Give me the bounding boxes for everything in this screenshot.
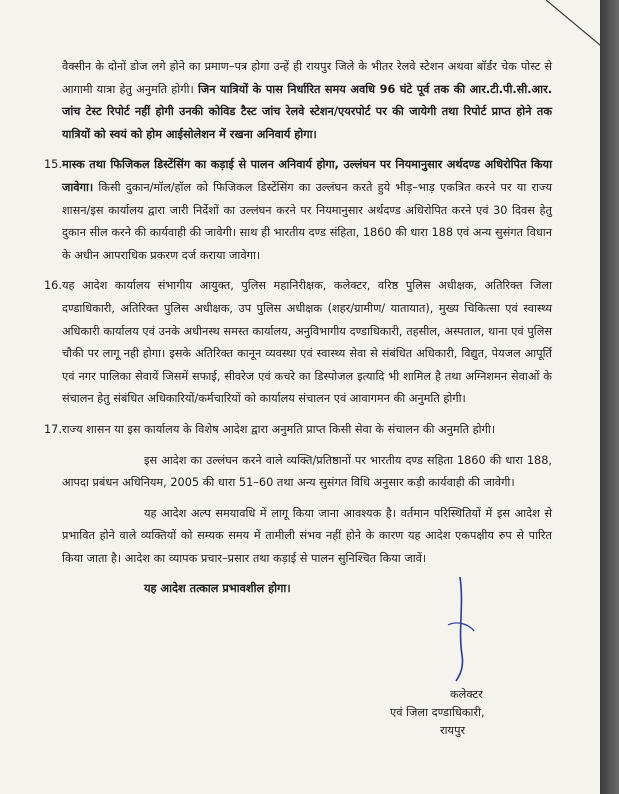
clause-number: 15. [44,158,62,172]
pen-mark [430,575,500,685]
signature-designation: कलेक्टर [450,688,483,701]
intro-text: वैक्सीन के दोनों डोज लगे होने का प्रमाण–पत्र होगा उन्हें ही रायपुर जिले के भीतर रेलवे स्टेशन अथवा बॉर्डर चेक पोस्ट से आगामी यात्रा हेतु अनुमति होगी। [62,60,552,96]
scan-edge [600,0,619,794]
document-body [44,56,552,601]
effective-paragraph: यह आदेश तत्काल प्रभावशील होगा। [144,582,291,596]
signature-block [390,686,570,740]
signature-location: रायपुर [440,724,466,737]
clause-15-text: किसी दुकान/मॉल/हॉल को फिजिकल डिस्टेंसिंग का उल्लंघन करते हुये भीड़–भाड़ एकत्रित करने पर या राज्य शासन/इस कार्यालय द्वारा जारी निर्देशों का उल्लंघन करने पर नियमानुसार अर्थदण्ड अधिरोपित करने एवं 30 दिवस हेतु दुकान सील करने की कार्यवाही की जावेगी। साथ ही भारतीय दण्ड संहिता, 1860 की धारा 188 एवं अन्य सुसंगत विधान के अधीन आपराधिक प्रकरण दर्ज कराया जावेगा। [62,180,552,262]
short-duration-paragraph: यह आदेश अल्प समयावधि में लागू किया जाना आवश्यक है। वर्तमान परिस्थितियों में इस आदेश से प्रभावित होने वाले व्यक्तियों को सम्यक समय में तामीली संभव नहीं होने के कारण यह आदेश एकपक्षीय रुप से पारित किया जाता है। आदेश का व्यापक प्रचार–प्रसार तथा कड़ाई से पालन सुनिश्चित किया जावें। [62,506,552,565]
signature-title: एवं जिला दण्डाधिकारी, [390,706,485,719]
clause-16-text: यह आदेश कार्यालय संभागीय आयुक्त, पुलिस महानिरीक्षक, कलेक्टर, वरिष्ठ पुलिस अधीक्षक, अतिरिक्त जिला दण्डाधिकारी, अतिरिक्त पुलिस अधीक्षक, उप पुलिस अधीक्षक (शहर/ग्रामीण/ यातायात), मुख्य चिकित्सा एवं स्वास्थ्य अधिकारी कार्यालय एवं उनके अधीनस्थ समस्त कार्यालय, अनुविभागीय दण्डाधिकारी, तहसील, अस्पताल, थाना एवं पुलिस चौकी पर लागू नही होगा। इसके अतिरिक्त कानून व्यवस्था एवं स्वास्थ्य सेवा से संबंधित अधिकारी, विद्युत, पेयजल आपूर्ति एवं नगर पालिका सेवायें जिसमें सफाई, सीवरेज एवं कचरे का डिस्पोजल इत्यादि भी शामिल है तथा अग्निशमन सेवाओं के संचालन हेतु संबंधित अधिकारियों/कर्मचारियों को कार्यालय संचालन एवं आवागमन की अनुमति होगी। [62,279,552,406]
clause-number: 16. [44,279,62,293]
intro-bold-text: जिन यात्रियों के पास निर्धारित समय अवधि 96 घंटे पूर्व तक की आर.टी.पी.सी.आर. जांच टेस्ट रिपोर्ट नहीं होगी उनकी कोविड टैस्ट जांच रेलवे स्टेशन/एयरपोर्ट पर की जायेगी तथा रिपोर्ट प्राप्त होने तक यात्रियों को स्वयं को होम आईसोलेशन में रखना अनिवार्य होगा। [62,82,552,141]
violation-paragraph: इस आदेश का उल्लंघन करने वाले व्यक्ति/प्रतिष्ठानों पर भारतीय दण्ड सहिता 1860 की धारा 188, आपदा प्रबंधन अधिनियम, 2005 की धारा 51–60 तथा अन्य सुसंगत विधि अनुसार कड़ी कार्यवाही की जावेगी। [62,453,552,490]
intro-paragraph [62,56,552,146]
clause-number: 17. [44,422,62,436]
page-corner-mark [546,0,600,60]
clause-17 [44,419,552,442]
clause-17-text: राज्य शासन या इस कार्यालय के विशेष आदेश द्वारा अनुमति प्राप्त किसी सेवा के संचालन की अनुमति होगी। [62,422,496,436]
clause-16 [44,275,552,411]
clause-15-bold-text: मास्क तथा फिजिकल डिस्टेंसिंग का कड़ाई से पालन अनिवार्य होगा, उल्लंघन पर नियमानुसार अर्थदण्ड अधिरोपित किया जावेगा। [62,158,552,194]
clause-15 [44,154,552,267]
